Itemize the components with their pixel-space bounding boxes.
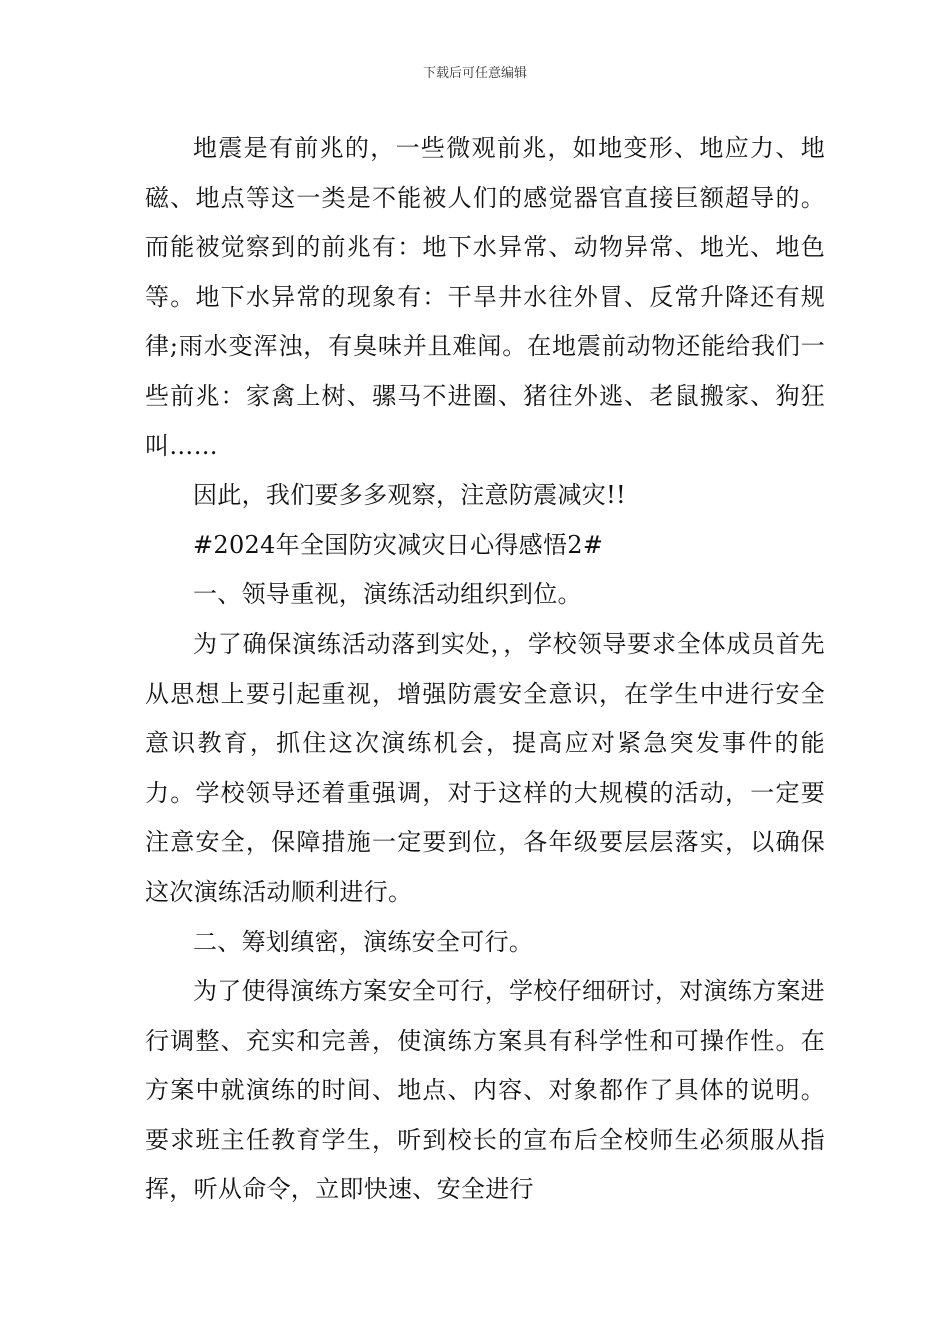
page-header-note: 下载后可任意编辑 [422, 66, 527, 81]
paragraph-conclusion: 因此，我们要多多观察，注意防震减灾!! [193, 481, 626, 510]
section-title: #2024年全国防灾减灾日心得感悟2# [193, 530, 604, 559]
paragraph-earthquake-precursors: 地震是有前兆的，一些微观前兆，如地变形、地应力、地磁、地点等这一类是不能被人们的感觉器官直接巨额超导的。而能被觉察到的前兆有：地下水异常、动物异常、地光、地色等。地下水异常的现象有：干旱井水往外冒、反常升降还有规律;雨水变浑浊，有臭味并且难闻。在地震前动物还能给我们一些前兆：家禽上树、骡马不进圈、猪往外逃、老鼠搬家、狗狂叫…… [145, 134, 825, 460]
subheading-leadership: 一、领导重视，演练活动组织到位。 [193, 580, 582, 609]
document-body [145, 124, 825, 1215]
paragraph-planning: 为了使得演练方案安全可行，学校仔细研讨，对演练方案进行调整、充实和完善，使演练方案具有科学性和可操作性。在方案中就演练的时间、地点、内容、对象都作了具体的说明。要求班主任教育学生，听到校长的宣布后全校师生必须服从指挥，听从命令，立即快速、安全进行 [145, 977, 825, 1204]
paragraph-leadership: 为了确保演练活动落到实处，，学校领导要求全体成员首先从思想上要引起重视，增强防震安全意识，在学生中进行安全意识教育，抓住这次演练机会，提高应对紧急突发事件的能力。学校领导还着重强调，对于这样的大规模的活动，一定要注意安全，保障措施一定要到位，各年级要层层落实，以确保这次演练活动顺利进行。 [145, 629, 825, 906]
subheading-planning: 二、筹划缜密，演练安全可行。 [193, 927, 534, 956]
